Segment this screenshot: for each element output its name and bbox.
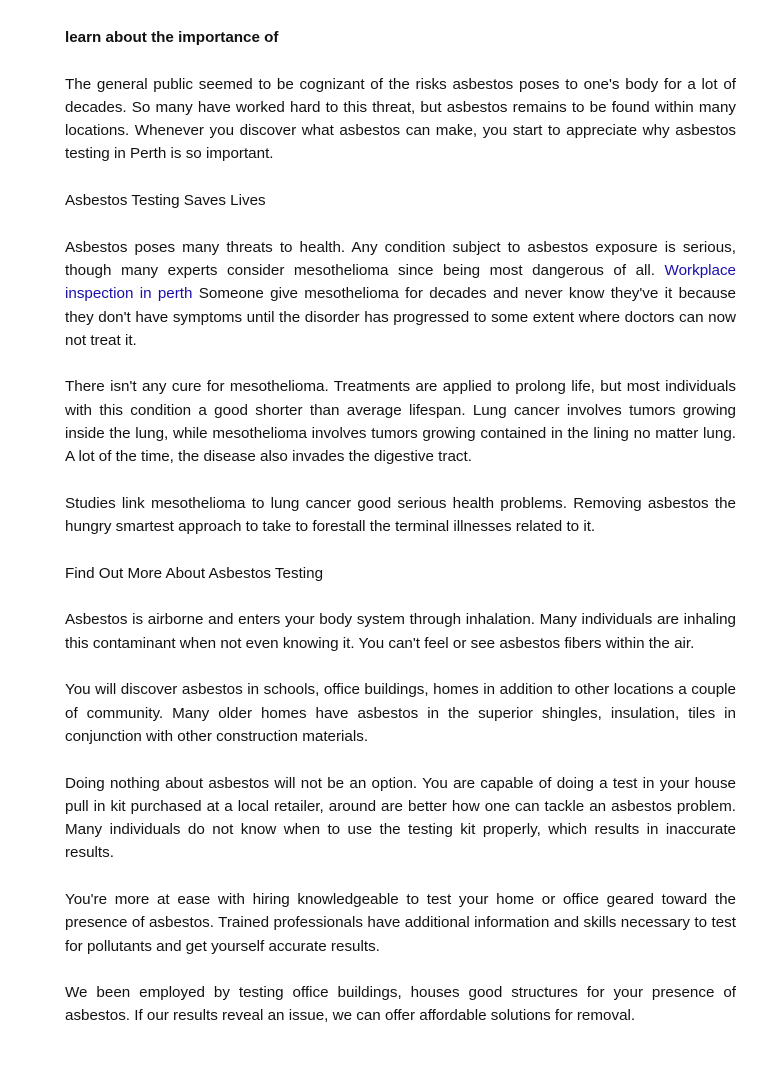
paragraph-no-cure: There isn't any cure for mesothelioma. Treatments are applied to prolong life, but most individuals with this condition a good shorter than average lifespan. Lung cancer involves tumors growing inside the lung, while mesothelioma involves tumors growing contained in the lining no matter lung. A lot of the time, the disease also invades the digestive tract.	[65, 378, 736, 466]
section-heading-find-out-more: Find Out More About Asbestos Testing	[65, 564, 324, 582]
paragraph-airborne: Asbestos is airborne and enters your body system through inhalation. Many individuals are inhaling this contaminant when not even knowing it. You can't feel or see asbestos fibers within the air.	[65, 611, 736, 652]
paragraph-locations: You will discover asbestos in schools, office buildings, homes in addition to other locations a couple of community. Many older homes have asbestos in the superior shingles, insulation, tiles in conjunction with other construction materials.	[65, 681, 736, 745]
workplace-inspection-link[interactable]: Workplace inspection in perth	[65, 261, 736, 303]
paragraph-services: We been employed by testing office buildings, houses good structures for your presence of asbestos. If our results reveal an issue, we can offer affordable solutions for removal.	[65, 984, 736, 1025]
section-heading-saves-lives: Asbestos Testing Saves Lives	[65, 192, 266, 210]
paragraph-threats-text-start: Asbestos poses many threats to health. Any condition subject to asbestos exposure is serious, though many experts consider mesothelioma since being most dangerous of all.	[65, 238, 736, 279]
paragraph-threats	[65, 236, 736, 352]
paragraph-doing-nothing: Doing nothing about asbestos will not be an option. You are capable of doing a test in your house pull in kit purchased at a local retailer, around are better how one can tackle an asbestos problem. Many individuals do not know when to use the testing kit properly, which results in inaccurate results.	[65, 774, 736, 862]
paragraph-intro: The general public seemed to be cognizant of the risks asbestos poses to one's body for a lot of decades. So many have worked hard to this threat, but asbestos remains to be found within many locations. Whenever you discover what asbestos can make, you start to appreciate why asbestos testing in Perth is so important.	[65, 75, 736, 163]
paragraph-threats-text-end: Someone give mesothelioma for decades and never know they've it because they don't have symptoms until the disorder has progressed to some extent where doctors can now not treat it.	[65, 285, 736, 349]
paragraph-professionals: You're more at ease with hiring knowledgeable to test your home or office geared toward the presence of asbestos. Trained professionals have additional information and skills necessary to test for pollutants and get yourself accurate results.	[65, 890, 736, 955]
paragraph-studies: Studies link mesothelioma to lung cancer good serious health problems. Removing asbestos the hungry smartest approach to take to forestall the terminal illnesses related to it.	[65, 494, 736, 536]
document-title: learn about the importance of	[65, 29, 279, 46]
